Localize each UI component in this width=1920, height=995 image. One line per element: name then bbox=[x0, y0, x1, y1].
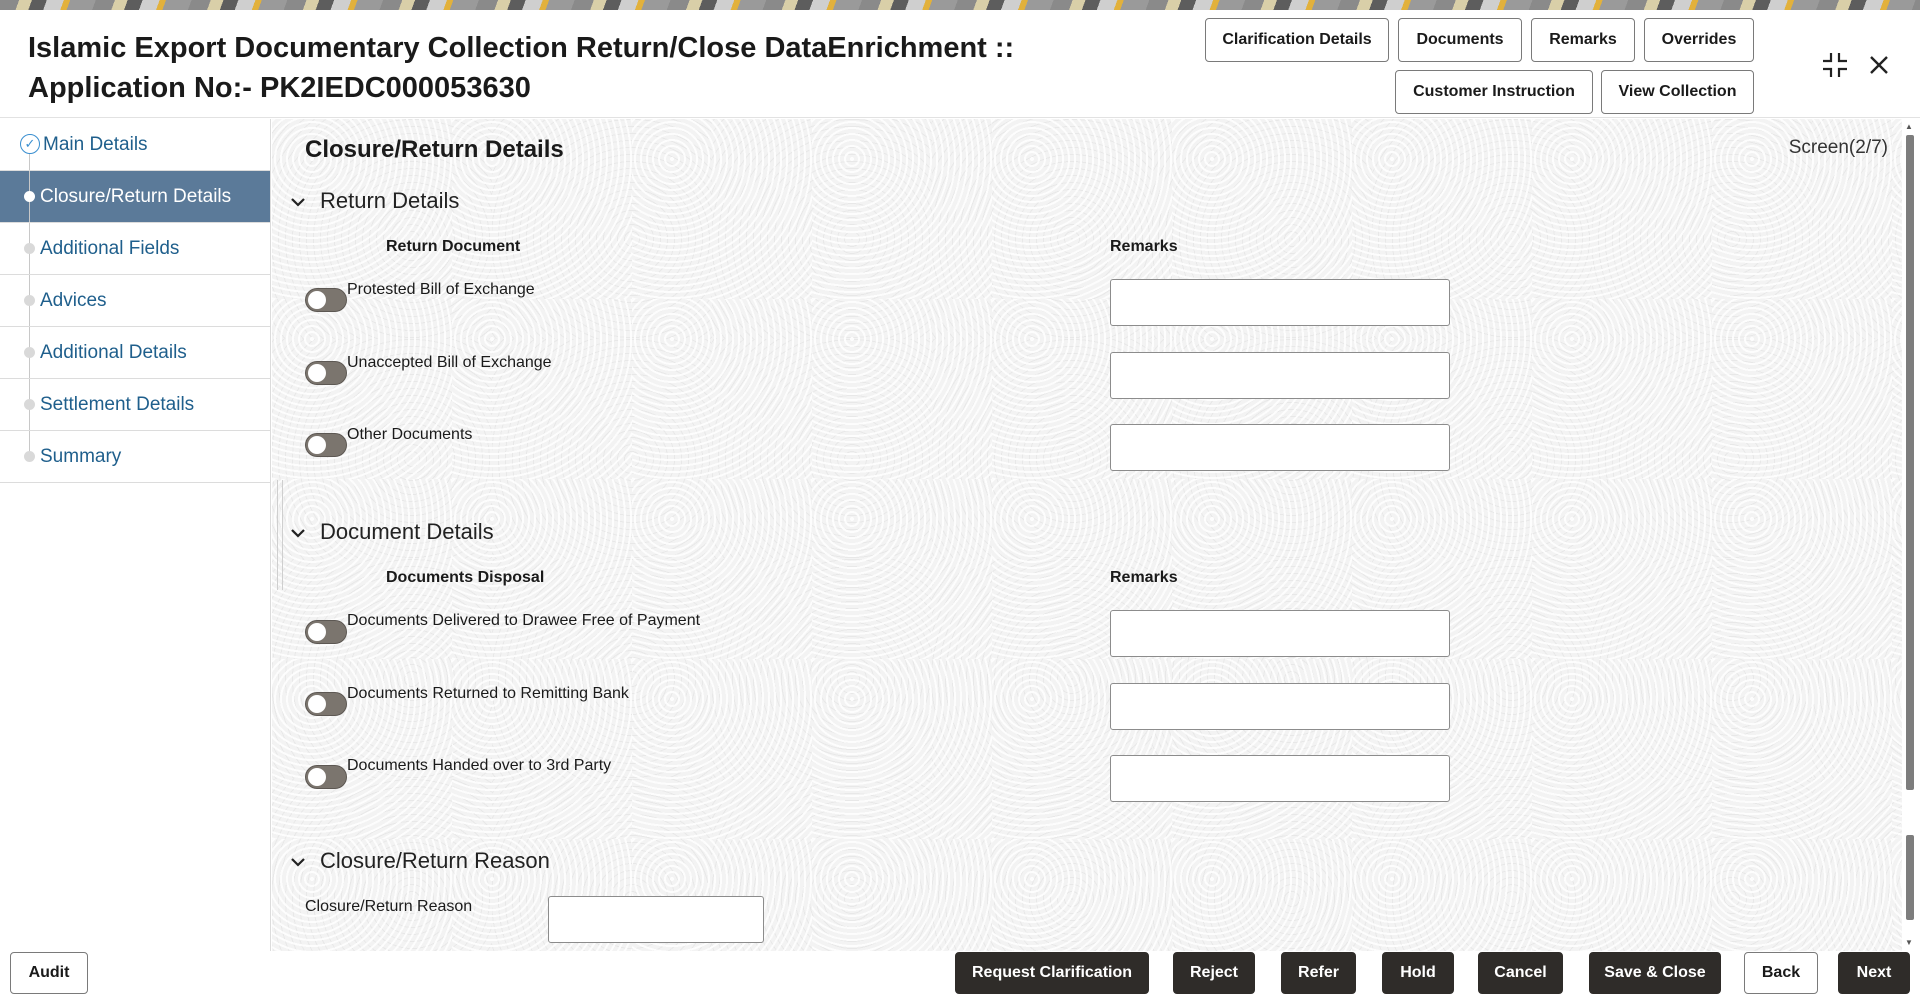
delivered-free-of-payment-label: Documents Delivered to Drawee Free of Payment bbox=[347, 612, 701, 629]
handed-over-3rd-party-label: Documents Handed over to 3rd Party bbox=[347, 757, 612, 774]
chevron-down-icon bbox=[290, 851, 320, 872]
sidebar-item-label: Summary bbox=[40, 445, 122, 467]
page-title: Closure/Return Details bbox=[305, 136, 564, 163]
document-details-section-header[interactable] bbox=[290, 519, 494, 545]
sidebar-item-label: Settlement Details bbox=[40, 393, 195, 415]
remarks-button[interactable]: Remarks bbox=[1531, 18, 1635, 62]
protested-bill-remarks-input[interactable] bbox=[1110, 279, 1450, 326]
other-documents-toggle[interactable] bbox=[305, 433, 347, 457]
reject-button[interactable]: Reject bbox=[1173, 952, 1255, 994]
top-decorative-stripe bbox=[0, 0, 1920, 10]
view-collection-button[interactable]: View Collection bbox=[1601, 70, 1754, 114]
sidebar-item-summary[interactable] bbox=[0, 431, 270, 483]
chevron-svg bbox=[290, 528, 306, 538]
sidebar-item-closure-return-details[interactable] bbox=[0, 171, 270, 223]
protested-bill-toggle[interactable] bbox=[305, 288, 347, 312]
sidebar-item-label: Closure/Return Details bbox=[40, 185, 232, 207]
check-circle-icon: ✓ bbox=[20, 134, 40, 154]
protested-bill-label: Protested Bill of Exchange bbox=[347, 281, 535, 298]
step-dot-icon bbox=[24, 191, 35, 202]
chevron-svg bbox=[290, 857, 306, 867]
audit-button[interactable]: Audit bbox=[10, 952, 88, 994]
step-dot-icon bbox=[24, 399, 35, 410]
sidebar-item-settlement-details[interactable] bbox=[0, 379, 270, 431]
closure-reason-label: Closure/Return Reason bbox=[305, 898, 473, 915]
sidebar-item-label: Main Details bbox=[43, 133, 148, 155]
handed-over-3rd-party-remarks-input[interactable] bbox=[1110, 755, 1450, 802]
clarification-details-button[interactable]: Clarification Details bbox=[1205, 18, 1389, 62]
scrollbar-thumb-secondary[interactable] bbox=[1906, 835, 1914, 920]
closure-reason-section-header[interactable] bbox=[290, 848, 550, 874]
sidebar-item-advices[interactable] bbox=[0, 275, 270, 327]
sidebar-item-label: Advices bbox=[40, 289, 107, 311]
column-header-remarks: Remarks bbox=[1110, 569, 1178, 586]
documents-button[interactable]: Documents bbox=[1398, 18, 1522, 62]
delivered-free-of-payment-remarks-input[interactable] bbox=[1110, 610, 1450, 657]
other-documents-label: Other Documents bbox=[347, 426, 473, 443]
back-button[interactable]: Back bbox=[1744, 952, 1818, 994]
request-clarification-button[interactable]: Request Clarification bbox=[955, 952, 1149, 994]
save-close-button[interactable]: Save & Close bbox=[1589, 952, 1721, 994]
handed-over-3rd-party-toggle[interactable] bbox=[305, 765, 347, 789]
closure-reason-input[interactable] bbox=[548, 896, 764, 943]
section-title: Closure/Return Reason bbox=[320, 848, 550, 873]
sidebar-item-label: Additional Details bbox=[40, 341, 187, 363]
sidebar-item-additional-details[interactable] bbox=[0, 327, 270, 379]
chevron-down-icon bbox=[290, 191, 320, 212]
title-line-2: Application No:- PK2IEDC000053630 bbox=[28, 72, 531, 104]
section-title: Return Details bbox=[320, 188, 460, 213]
step-dot-icon bbox=[24, 451, 35, 462]
page-header-title bbox=[28, 28, 1028, 108]
title-line-1: Islamic Export Documentary Collection Return/Close DataEnrichment :: bbox=[28, 32, 1015, 64]
column-header-return-document: Return Document bbox=[386, 238, 521, 255]
close-icon[interactable] bbox=[1866, 52, 1892, 83]
returned-to-remitting-bank-label: Documents Returned to Remitting Bank bbox=[347, 685, 629, 702]
chevron-svg bbox=[290, 197, 306, 207]
step-dot-icon bbox=[24, 243, 35, 254]
next-button[interactable]: Next bbox=[1838, 952, 1910, 994]
refer-button[interactable]: Refer bbox=[1281, 952, 1356, 994]
sidebar-item-label: Additional Fields bbox=[40, 237, 180, 259]
unaccepted-bill-toggle[interactable] bbox=[305, 361, 347, 385]
unaccepted-bill-remarks-input[interactable] bbox=[1110, 352, 1450, 399]
screen-indicator: Screen(2/7) bbox=[1788, 137, 1888, 158]
section-title: Document Details bbox=[320, 519, 494, 544]
chevron-down-icon bbox=[290, 522, 320, 543]
unaccepted-bill-label: Unaccepted Bill of Exchange bbox=[347, 354, 552, 371]
cancel-button[interactable]: Cancel bbox=[1478, 952, 1563, 994]
returned-to-remitting-bank-remarks-input[interactable] bbox=[1110, 683, 1450, 730]
customer-instruction-button[interactable]: Customer Instruction bbox=[1395, 70, 1593, 114]
overrides-button[interactable]: Overrides bbox=[1644, 18, 1754, 62]
scrollbar-thumb[interactable] bbox=[1906, 135, 1914, 790]
scroll-up-arrow-icon[interactable]: ▲ bbox=[1905, 122, 1913, 131]
close-icon-svg bbox=[1866, 52, 1892, 78]
other-documents-remarks-input[interactable] bbox=[1110, 424, 1450, 471]
panel-splitter-handle[interactable] bbox=[277, 480, 283, 590]
collapse-icon[interactable] bbox=[1820, 50, 1850, 85]
sidebar-item-additional-fields[interactable] bbox=[0, 223, 270, 275]
hold-button[interactable]: Hold bbox=[1382, 952, 1454, 994]
return-details-section-header[interactable] bbox=[290, 188, 459, 214]
sidebar-item-main-details[interactable] bbox=[0, 119, 270, 171]
column-header-documents-disposal: Documents Disposal bbox=[386, 569, 545, 586]
step-dot-icon bbox=[24, 347, 35, 358]
collapse-icon-svg bbox=[1820, 50, 1850, 80]
delivered-free-of-payment-toggle[interactable] bbox=[305, 620, 347, 644]
column-header-remarks: Remarks bbox=[1110, 238, 1178, 255]
scroll-down-arrow-icon[interactable]: ▼ bbox=[1905, 938, 1913, 947]
step-dot-icon bbox=[24, 295, 35, 306]
returned-to-remitting-bank-toggle[interactable] bbox=[305, 692, 347, 716]
sidebar-navigation bbox=[0, 119, 271, 951]
